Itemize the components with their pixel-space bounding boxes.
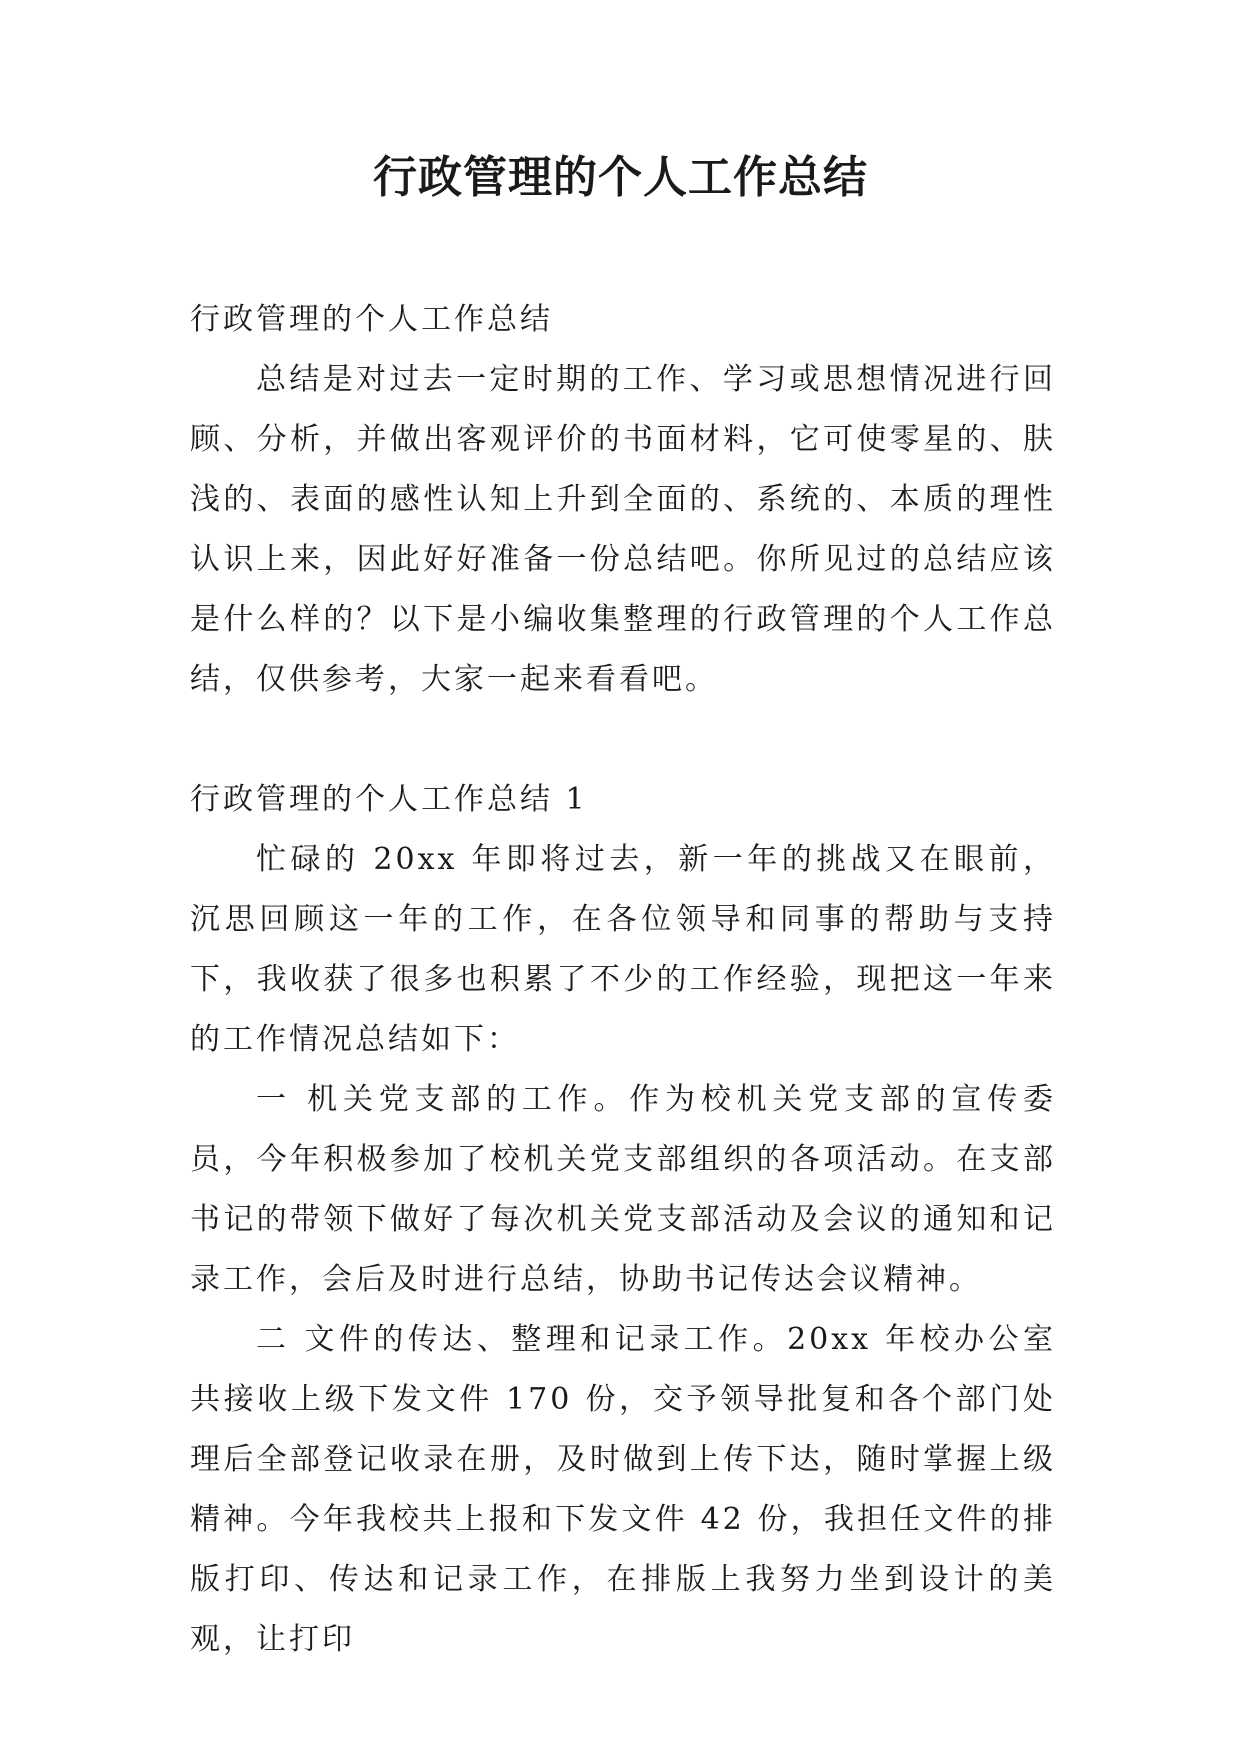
intro-heading: 行政管理的个人工作总结 [190, 302, 553, 337]
section-1-paragraph-2: 一 机关党支部的工作。作为校机关党支部的宣传委员，今年积极参加了校机关党支部组织的各项活动。在支部书记的带领下做好了每次机关党支部活动及会议的通知和记录工作，会后及时进行总结，协助书记传达会议精神。 [190, 1082, 1056, 1297]
section-1-paragraph-3: 二 文件的传达、整理和记录工作。20xx 年校办公室共接收上级下发文件 170 份，交予领导批复和各个部门处理后全部登记收录在册，及时做到上传下达，随时掌握上级精神。今年我校共上报和下发文件 42 份，我担任文件的排版打印、传达和记录工作，在排版上我努力坐到设计的美观，让打印 [190, 1322, 1056, 1657]
intro-paragraph: 总结是对过去一定时期的工作、学习或思想情况进行回顾、分析，并做出客观评价的书面材料，它可使零星的、肤浅的、表面的感性认知上升到全面的、系统的、本质的理性认识上来，因此好好准备一份总结吧。你所见过的总结应该是什么样的？以下是小编收集整理的行政管理的个人工作总结，仅供参考，大家一起来看看吧。 [190, 362, 1056, 697]
document-title: 行政管理的个人工作总结 [373, 152, 868, 203]
document-body [190, 290, 1056, 1670]
section-1-heading: 行政管理的个人工作总结 1 [190, 782, 588, 817]
section-1-paragraph-1: 忙碌的 20xx 年即将过去，新一年的挑战又在眼前，沉思回顾这一年的工作，在各位领导和同事的帮助与支持下，我收获了很多也积累了不少的工作经验，现把这一年来的工作情况总结如下： [190, 842, 1056, 1057]
